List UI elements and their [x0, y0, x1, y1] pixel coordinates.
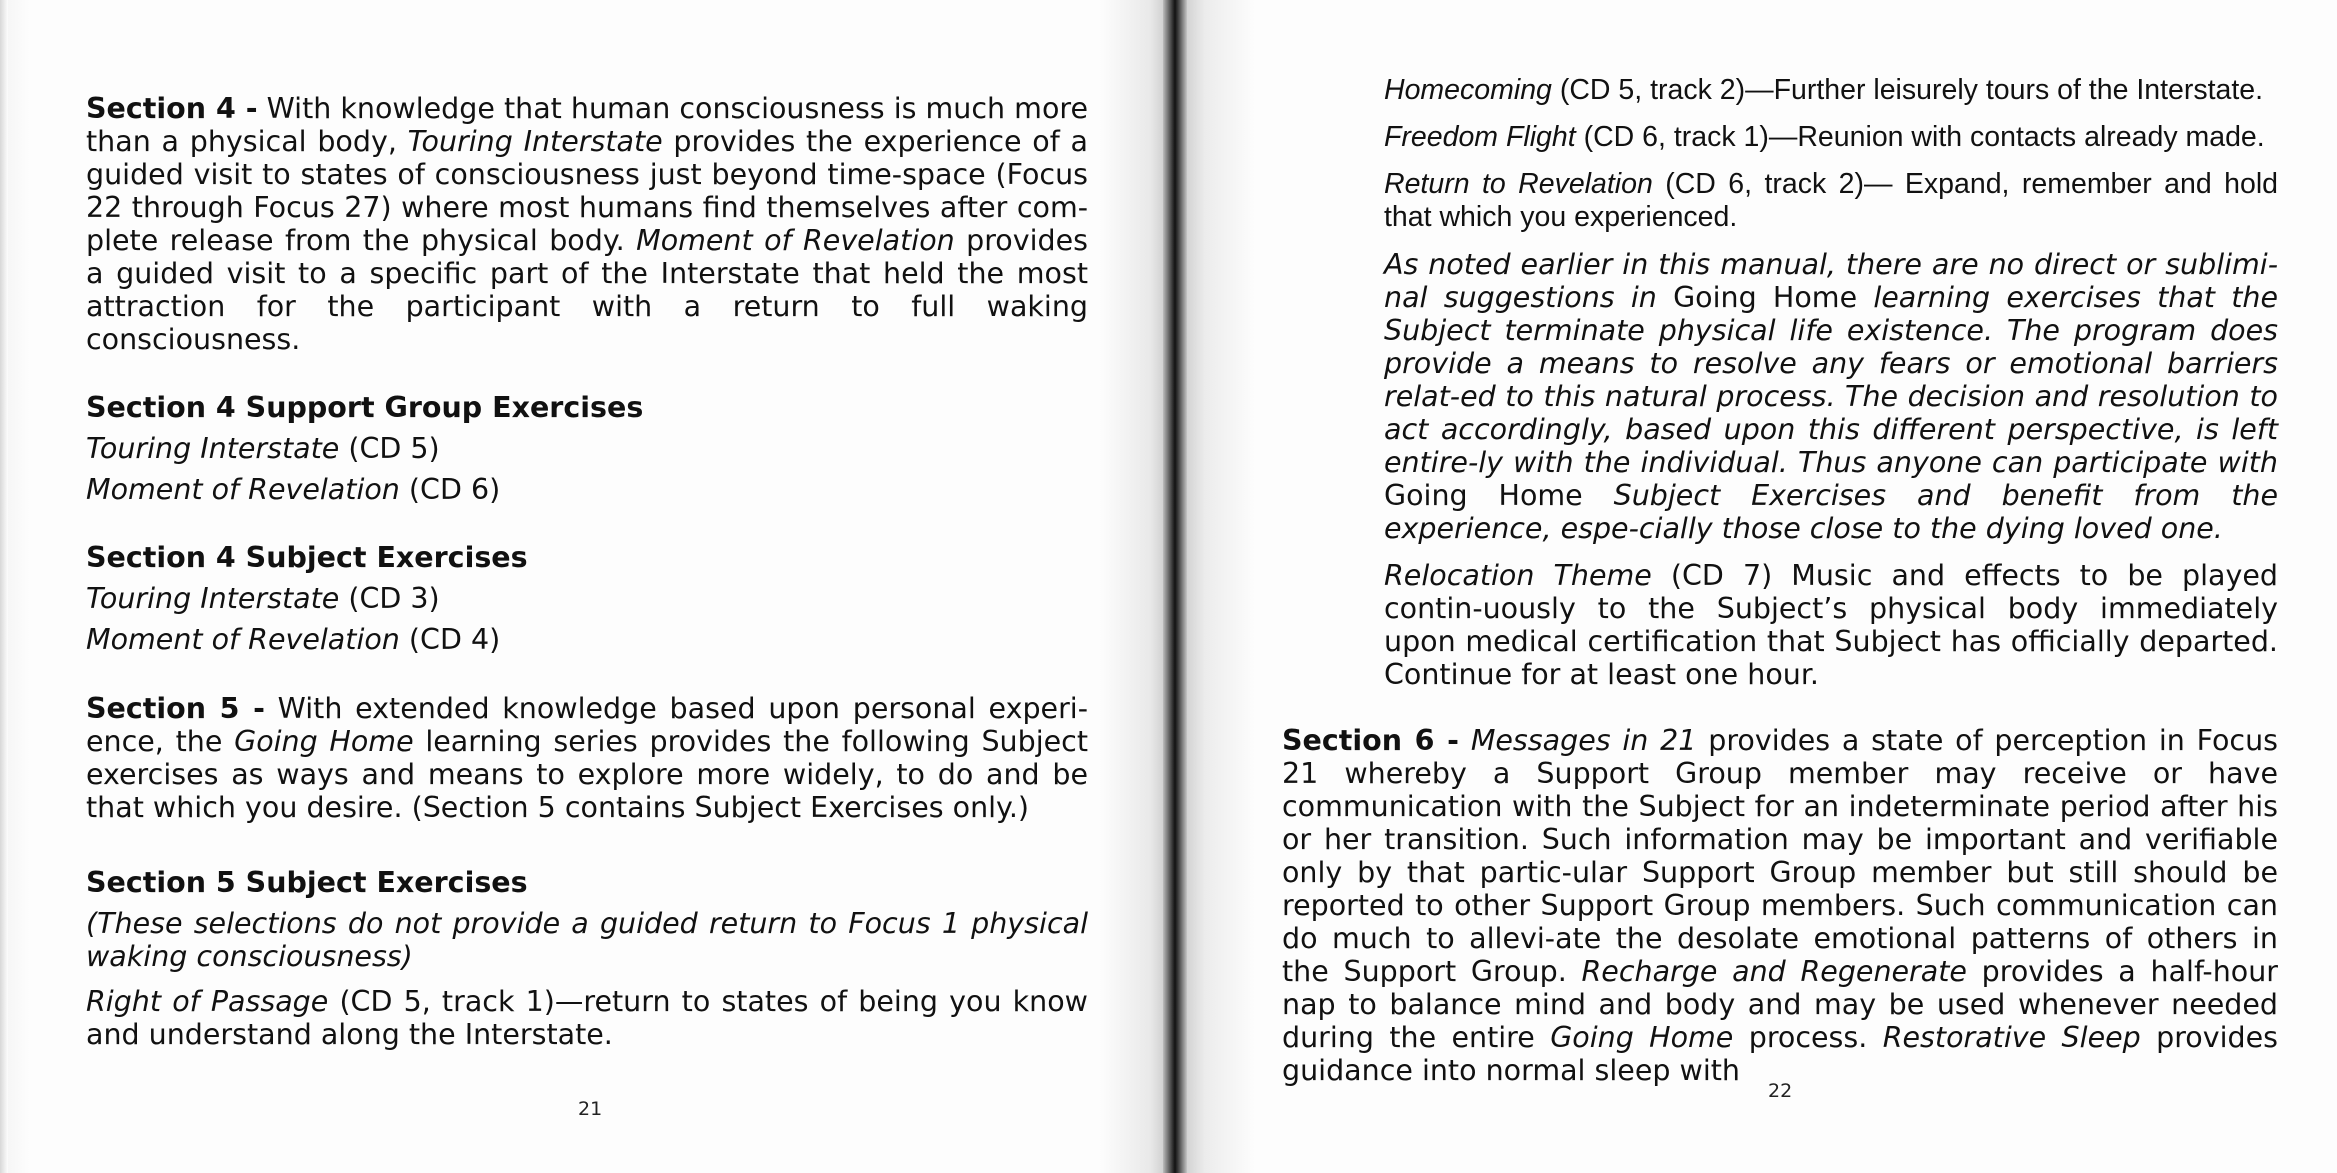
relocation-text: (CD 7) Music and effects to be played contin-uously to the Subject’s physical body immediately upon medical certification that Subject has officially departed. Continue for at least one hour.	[1384, 559, 2279, 691]
subject4-item-cd: (CD 3)	[339, 582, 440, 615]
homecoming-title: Homecoming	[1384, 74, 1552, 106]
page-edge-shadow	[0, 0, 8, 1173]
section4-text-2: provides the experience of a guided visit to states of consciousness just beyond time-space (Focus 22 through Focus 27) where most humans find themselves after com-plete release from the physical body.	[86, 125, 1088, 257]
subject4-item	[86, 582, 1088, 615]
homecoming-item	[1384, 74, 2278, 107]
support-item	[86, 473, 1088, 506]
section4-label: Section 4 -	[86, 92, 258, 125]
section5-text-1: With extended knowledge based upon personal experi-ence, the	[86, 692, 1089, 758]
section5-text-2: learning series provides the following Subject exercises as ways and means to explore more widely, to do and be that which you desire. (Section 5 contains Subject Exercises only.)	[86, 725, 1088, 824]
section4-title-moment: Moment of Revelation	[636, 224, 955, 257]
section6-text-1: provides a state of perception in Focus 21 whereby a Support Group member may receive or have communication with the Subject for an indeterminate period after his or her transition. Such information may be important and verifiable only by that partic-ular Support Group member but still should be reported to other Support Group members. Such communication can do much to allevi-ate the desolate emotional patterns of others in the Support Group.	[1282, 724, 2279, 988]
section4-text-1: With knowledge that human consciousness is much more than a physical body,	[86, 92, 1089, 158]
left-column	[86, 92, 1088, 1051]
section6-title-messages: Messages in 21	[1470, 724, 1697, 757]
freedom-flight-item	[1384, 121, 2278, 154]
book-gutter	[1163, 0, 1187, 1173]
subject5-heading: Section 5 Subject Exercises	[86, 866, 528, 899]
right-column-upper	[1384, 74, 2278, 691]
freedom-text: (CD 6, track 1)—Reunion with contacts already made.	[1575, 121, 2265, 153]
note-text-2: learning exercises that the Subject terminate physical life existence. The program does provide a means to resolve any fears or emotional barriers relat-ed to this natural process. The decision and resolution to act accordingly, based upon this different perspective, is left entire-ly with the individual. Thus anyone can participate with	[1384, 281, 2278, 479]
support-group-heading: Section 4 Support Group Exercises	[86, 391, 644, 424]
support-item-title: Moment of Revelation	[86, 473, 400, 506]
return-title: Return to Revelation	[1384, 168, 1653, 200]
note-text-1: As noted earlier in this manual, there are no direct or sublimi-nal suggestions in	[1384, 248, 2278, 314]
note-going-home-2: Going Home	[1384, 479, 1583, 512]
note-text-3: Subject Exercises and benefit from the experience, espe-cially those close to the dying loved one.	[1384, 479, 2278, 545]
freedom-title: Freedom Flight	[1384, 121, 1576, 153]
page-number-right: 22	[1768, 1080, 1793, 1102]
section6-label: Section 6 -	[1282, 724, 1459, 757]
rop-title: Right of Passage	[86, 985, 329, 1018]
support-item	[86, 432, 1088, 465]
subject5-note-text: (These selections do not provide a guided return to Focus 1 physical waking consciousness)	[86, 907, 1088, 973]
section6-title-recharge: Recharge and Regenerate	[1581, 955, 1967, 988]
relocation-title: Relocation Theme	[1384, 559, 1652, 592]
section6-paragraph	[1282, 724, 2278, 1087]
section6-title-going-home: Going Home	[1550, 1021, 1734, 1054]
return-text: (CD 6, track 2)— Expand, remember and hold that which you experienced.	[1384, 168, 2279, 233]
support-item-title: Touring Interstate	[86, 432, 340, 465]
support-item-cd: (CD 5)	[339, 432, 440, 465]
subject4-heading: Section 4 Subject Exercises	[86, 541, 528, 574]
section4-text-3: provides a guided visit to a specific part of the Interstate that held the most attraction for the participant with a return to full waking consciousness.	[86, 224, 1088, 356]
subject4-item-title: Moment of Revelation	[86, 623, 400, 656]
section5-paragraph	[86, 692, 1088, 824]
return-to-revelation-item	[1384, 168, 2278, 234]
right-column-lower	[1282, 724, 2278, 1087]
rop-text: (CD 5, track 1)—return to states of being you know and understand along the Interstate.	[86, 985, 1088, 1051]
subject4-item-cd: (CD 4)	[399, 623, 501, 656]
section6-title-restorative: Restorative Sleep	[1882, 1021, 2141, 1054]
section5-label: Section 5 -	[86, 692, 265, 725]
subject5-note	[86, 907, 1088, 973]
relocation-theme-item	[1384, 559, 2278, 691]
section4-paragraph	[86, 92, 1088, 356]
section6-text-4: provides guidance into normal sleep with	[1282, 1021, 2278, 1087]
section6-text-2: provides a half-hour nap to balance mind and body and may be used whenever needed during the entire	[1282, 955, 2278, 1054]
page-number-left: 21	[578, 1098, 603, 1120]
section6-text-3: process.	[1733, 1021, 1883, 1054]
right-of-passage-item	[86, 985, 1088, 1051]
support-item-cd: (CD 6)	[399, 473, 501, 506]
subject4-item-title: Touring Interstate	[86, 582, 340, 615]
section5-title-going-home: Going Home	[234, 725, 414, 758]
note-paragraph	[1384, 248, 2278, 545]
homecoming-text: (CD 5, track 2)—Further leisurely tours of the Interstate.	[1551, 74, 2264, 106]
section4-title-touring: Touring Interstate	[407, 125, 663, 158]
note-going-home-1: Going Home	[1673, 281, 1858, 314]
subject4-item	[86, 623, 1088, 656]
